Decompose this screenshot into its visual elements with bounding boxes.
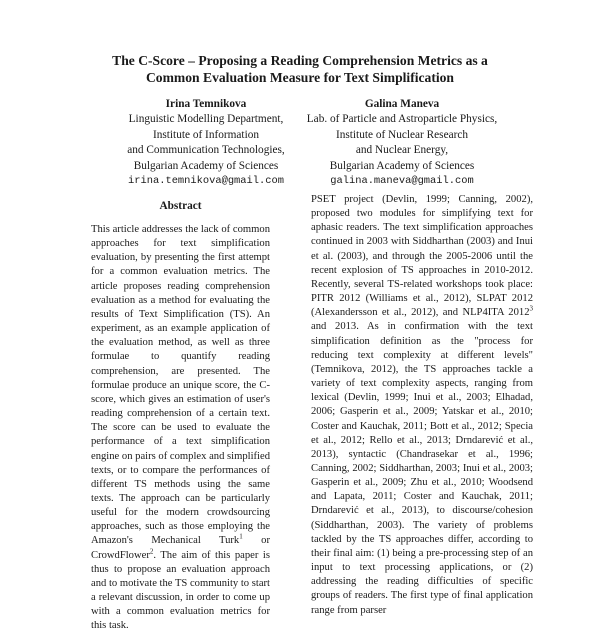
author-affiliation-line: and Nuclear Energy, xyxy=(355,144,449,157)
abstract-text: . The aim of this paper is thus to propose an evaluation approach and to motivate the TS community to start a relevant discussion, in order to come up with a common evaluation metrics for this task. xyxy=(91,549,270,632)
author-block-1 xyxy=(96,97,316,189)
author-email[interactable]: galina.maneva@gmail.com xyxy=(330,175,474,188)
author-affiliation-line: and Communication Technologies, xyxy=(127,144,285,157)
title-line-2: Common Evaluation Measure for Text Simplification xyxy=(145,70,454,85)
abstract-paragraph xyxy=(91,223,270,634)
author-name: Irina Temnikova xyxy=(165,98,247,110)
abstract-heading: Abstract xyxy=(159,200,202,212)
footnote-marker: 2 xyxy=(149,547,154,556)
author-block-2 xyxy=(292,97,512,189)
footnote-marker: 1 xyxy=(239,532,243,541)
author-affiliation-line: Bulgarian Academy of Sciences xyxy=(133,159,279,172)
author-name: Galina Maneva xyxy=(364,98,440,110)
abstract-column xyxy=(91,223,270,632)
abstract-text: This article addresses the lack of common approaches for text simplification evaluation, by presenting the first attempt for a common evaluation metrics. The article proposes reading comprehension evaluation as a method for evaluating the results of Text Simplification (TS). An experiment, as an example application of the evaluation method, as well as three formulae to quantify reading comprehension, are presented. The formulae produce an unique score, the C-score, which gives an estimation of user's reading comprehension of a certain text. The score can be used to evaluate the performance of a text simplification engine on pairs of complex and simplified texts, or to compare the performances of different TS methods using the same texts. The approach can be particularly useful for the modern crowdsourcing approaches, such as those employing the Amazon's Mechanical Turk xyxy=(91,224,270,547)
abstract-text: or CrowdFlower xyxy=(91,535,270,561)
body-text: PSET project (Devlin, 1999; Canning, 2002), proposed two modules for simplifying text for aphasic readers. The text simplification approaches continued in 2003 with Siddharthan (2003) and Inui et al. (2003), and through the 2005-2006 until the recent explosion of TS approaches in 2010-2012. Recently, several TS-related workshops took place: PITR 2012 (Williams et al., 2012), SLPAT 2012 (Alexandersson et al., 2012), and NLP4ITA 2012 xyxy=(311,194,533,319)
title-line-1: The C-Score – Proposing a Reading Comprehension Metrics as a xyxy=(112,53,488,68)
author-affiliation-line: Linguistic Modelling Department, xyxy=(128,113,284,126)
author-affiliation-line: Institute of Nuclear Research xyxy=(335,128,469,141)
author-affiliation-line: Institute of Information xyxy=(152,128,260,141)
paper-title xyxy=(40,52,560,86)
footnote-marker: 3 xyxy=(529,304,533,313)
body-column xyxy=(311,193,533,616)
author-affiliation-line: Lab. of Particle and Astroparticle Physics, xyxy=(306,113,498,126)
body-paragraph xyxy=(311,193,533,618)
author-email[interactable]: irina.temnikova@gmail.com xyxy=(128,175,284,188)
body-text: and 2013. As in confirmation with the text simplification definition as the "process for reducing text complexity at different levels" (Temnikova, 2012), the TS approaches tackle a variety of text complexity aspects, ranging from lexical (Devlin, 1999; Inui et al., 2003; Elhadad, 2006; Gasperin et al., 2009; Yatskar et al., 2010; Coster and Kauchak, 2011; Bott et al., 2012; Specia et al., 2012; Rello et al., 2013; Drndarević et al., 2013), syntactic (Chandrasekar et al., 1996; Canning, 2002; Siddharthan, 2003; Inui et al., 2003; Gasperin et al., 2009; Zhu et al., 2010; Woodsend and Lapata, 2011; Coster and Kauchak, 2011; Drndarević et al., 2013), to discourse/cohesion (Siddharthan, 2003). The variety of problems tackled by the TS approaches differ, according to their final aim: (1) being a pre-processing step of an input to text processing applications, or (2) addressing the reading difficulties of specific groups of readers. The first type of final application range from parser xyxy=(311,321,533,616)
author-affiliation-line: Bulgarian Academy of Sciences xyxy=(329,159,475,172)
